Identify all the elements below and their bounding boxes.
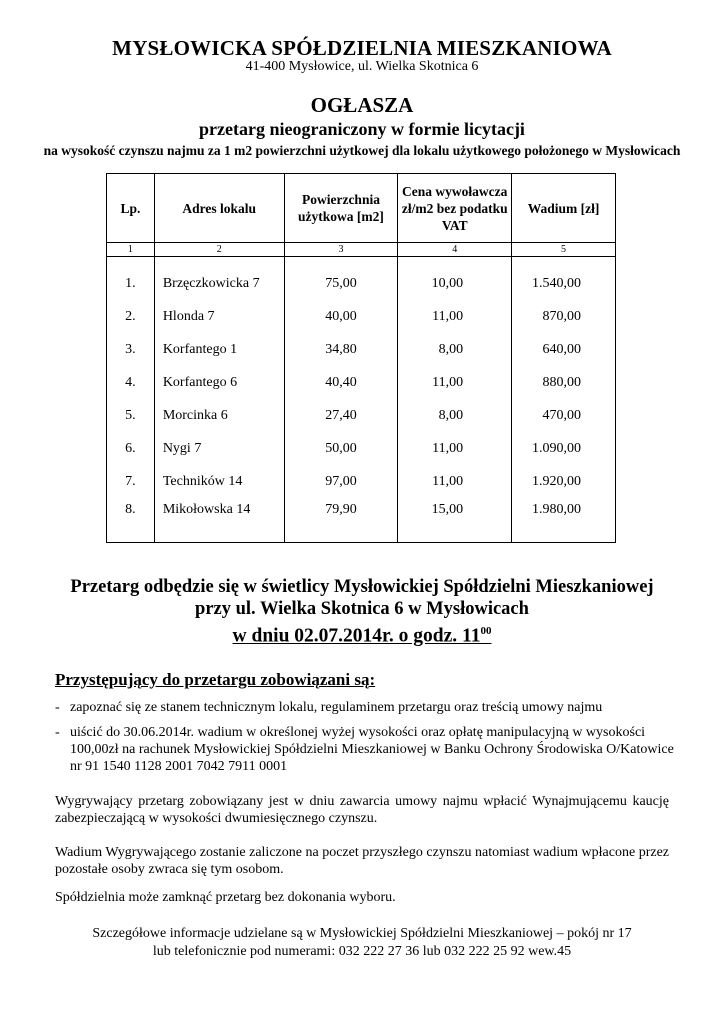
table-row (107, 399, 616, 432)
cell-wadium: 1.980,00 (512, 498, 616, 543)
cell-price: 15,00 (398, 498, 512, 543)
tender-date-text: w dniu 02.07.2014r. o godz. 11 (232, 625, 481, 647)
announcement-heading: OGŁASZA (310, 93, 414, 117)
cell-price: 8,00 (398, 333, 512, 366)
cell-lp: 4. (107, 366, 155, 399)
cell-area: 50,00 (284, 432, 398, 465)
cell-lp: 6. (107, 432, 155, 465)
cell-area: 79,90 (284, 498, 398, 543)
bullet-dash: - (55, 700, 60, 715)
cell-address: Nygi 7 (154, 432, 284, 465)
venue-line-2: przy ul. Wielka Skotnica 6 w Mysłowicach (195, 599, 529, 619)
table-row (107, 465, 616, 498)
cell-area: 75,00 (284, 257, 398, 301)
header-area: Powierzchnia użytkowa [m2] (284, 174, 398, 243)
cell-lp: 5. (107, 399, 155, 432)
cell-wadium: 1.090,00 (512, 432, 616, 465)
cell-wadium: 870,00 (512, 300, 616, 333)
column-number: 4 (398, 243, 512, 257)
cell-price: 11,00 (398, 465, 512, 498)
cell-price: 11,00 (398, 366, 512, 399)
table-row (107, 366, 616, 399)
cell-address: Brzęczkowicka 7 (154, 257, 284, 301)
obligations-heading: Przystępujący do przetargu zobowiązani są: (55, 670, 376, 689)
cell-wadium: 880,00 (512, 366, 616, 399)
cell-lp: 8. (107, 498, 155, 543)
cell-address: Korfantego 6 (154, 366, 284, 399)
cell-address: Hlonda 7 (154, 300, 284, 333)
cell-price: 10,00 (398, 257, 512, 301)
venue-line-1: Przetarg odbędzie się w świetlicy Mysłowickiej Spółdzielni Mieszkaniowej (70, 577, 654, 597)
cell-area: 27,40 (284, 399, 398, 432)
tender-date (0, 620, 724, 648)
closing-paragraph: Spółdzielnia może zamknąć przetarg bez dokonania wyboru. (55, 890, 396, 905)
contact-line-1: Szczegółowe informacje udzielane są w Mysłowickiej Spółdzielni Mieszkaniowej – pokój nr 17 (92, 926, 632, 941)
header-lp: Lp. (107, 174, 155, 243)
cell-lp: 2. (107, 300, 155, 333)
cell-area: 40,00 (284, 300, 398, 333)
tender-subtitle: na wysokość czynszu najmu za 1 m2 powierzchni użytkowej dla lokalu użytkowego położonego w Mysłowicach (43, 143, 681, 158)
cell-wadium: 640,00 (512, 333, 616, 366)
bullet-dash: - (55, 725, 60, 740)
table-row (107, 498, 616, 543)
cell-address: Mikołowska 14 (154, 498, 284, 543)
cell-area: 34,80 (284, 333, 398, 366)
cell-lp: 7. (107, 465, 155, 498)
cell-price: 11,00 (398, 300, 512, 333)
column-number: 3 (284, 243, 398, 257)
cell-wadium: 1.920,00 (512, 465, 616, 498)
column-number: 5 (512, 243, 616, 257)
org-name: MYSŁOWICKA SPÓŁDZIELNIA MIESZKANIOWA (112, 36, 612, 60)
table-row (107, 333, 616, 366)
cell-lp: 3. (107, 333, 155, 366)
cell-lp: 1. (107, 257, 155, 301)
contact-line-2: lub telefonicznie pod numerami: 032 222 27 36 lub 032 222 25 92 wew.45 (152, 944, 572, 959)
tender-title: przetarg nieograniczony w formie licytacji (199, 119, 525, 139)
table-header-row (107, 174, 616, 243)
deposit-paragraph: Wygrywający przetarg zobowiązany jest w dniu zawarcia umowy najmu wpłacić Wynajmującemu kaucję zabezpieczającą w wysokości dwumiesięcznego czynszu. (55, 794, 669, 826)
column-number: 2 (154, 243, 284, 257)
header-address: Adres lokalu (154, 174, 284, 243)
cell-address: Morcinka 6 (154, 399, 284, 432)
cell-wadium: 470,00 (512, 399, 616, 432)
header-price: Cena wywoławcza zł/m2 bez podatku VAT (398, 174, 512, 243)
contact-info (40, 925, 684, 961)
cell-address: Techników 14 (154, 465, 284, 498)
wadium-paragraph: Wadium Wygrywającego zostanie zaliczone na poczet przyszłego czynszu natomiast wadium wpłacone przez pozostałe osoby zwraca się tym osobom. (55, 845, 669, 877)
obligation-text: zapoznać się ze stanem technicznym lokalu, regulaminem przetargu oraz treścią umowy najmu (70, 700, 603, 715)
header-wadium: Wadium [zł] (512, 174, 616, 243)
cell-address: Korfantego 1 (154, 333, 284, 366)
cell-price: 11,00 (398, 432, 512, 465)
cell-wadium: 1.540,00 (512, 257, 616, 301)
table-row (107, 432, 616, 465)
tender-hour-minutes: 00 (480, 625, 492, 637)
cell-price: 8,00 (398, 399, 512, 432)
obligation-item (55, 724, 675, 775)
cell-area: 40,40 (284, 366, 398, 399)
table-row (107, 300, 616, 333)
venue-notice (0, 576, 724, 648)
column-number: 1 (107, 243, 155, 257)
obligation-text: uiścić do 30.06.2014r. wadium w określonej wyżej wysokości oraz opłatę manipulacyjną w wysokości 100,00zł na rachunek Mysłowickiej Spółdzielni Mieszkaniowej w Banku Ochrony Środowiska O/Katowice nr 91 1540 1128 2001 7042 7911 0001 (70, 725, 674, 774)
premises-table (106, 173, 616, 543)
column-number-row (107, 243, 616, 257)
table-row (107, 257, 616, 301)
cell-area: 97,00 (284, 465, 398, 498)
obligation-item (55, 699, 675, 716)
org-address: 41-400 Mysłowice, ul. Wielka Skotnica 6 (245, 59, 479, 74)
